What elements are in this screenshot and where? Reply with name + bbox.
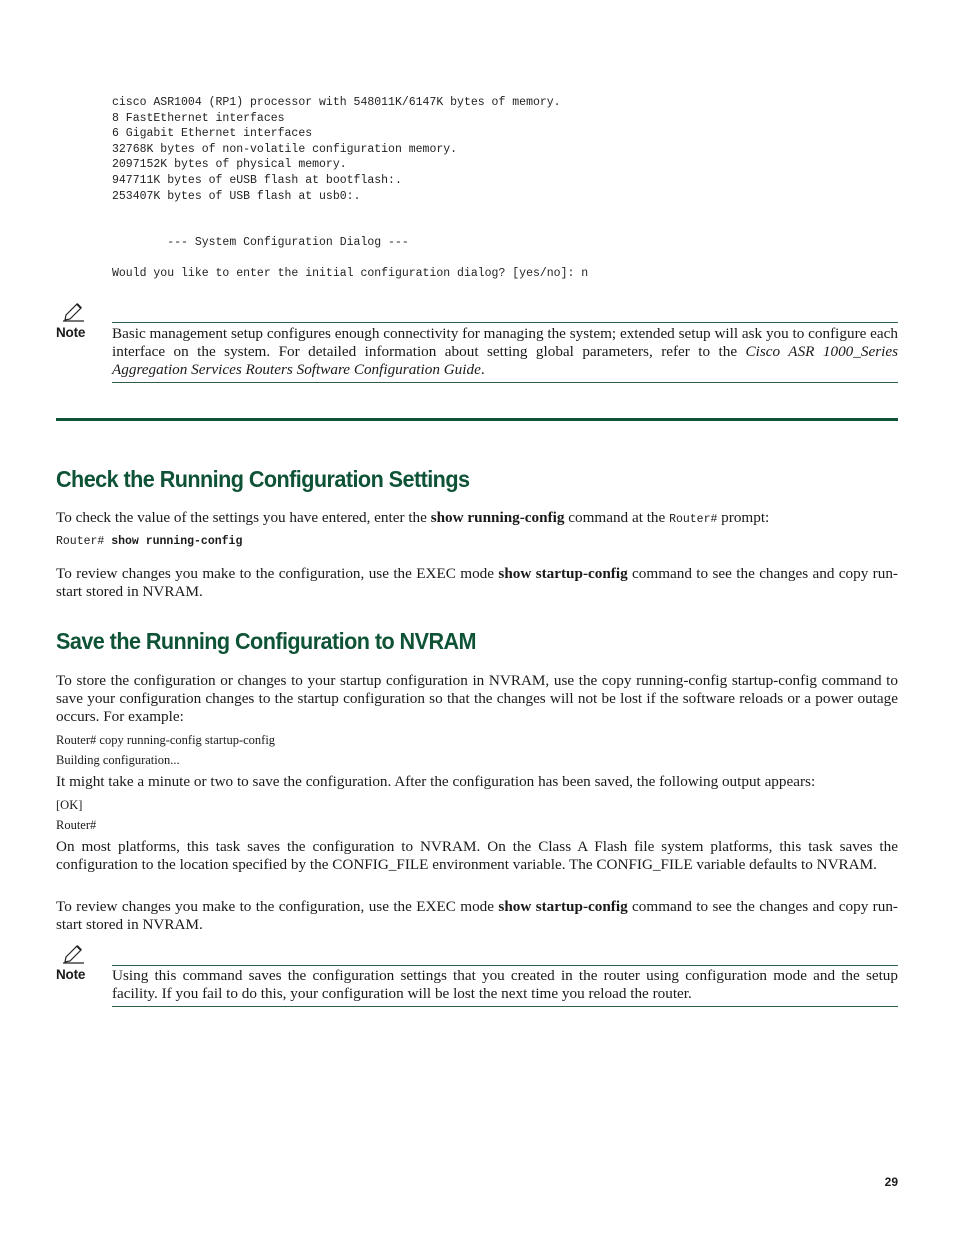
prompt-inline: Router#	[669, 513, 718, 526]
dialog-prompt: Would you like to enter the initial configuration dialog? [yes/no]: n	[112, 267, 589, 280]
note-bottom-rule	[112, 382, 898, 383]
note-top-rule	[112, 965, 898, 966]
paragraph	[56, 565, 898, 601]
example-line: Building configuration...	[56, 753, 180, 767]
dialog-title: --- System Configuration Dialog ---	[112, 236, 409, 249]
note-bottom-rule	[112, 1006, 898, 1007]
console-line: 6 Gigabit Ethernet interfaces	[112, 127, 313, 140]
paragraph: On most platforms, this task saves the configuration to NVRAM. On the Class A Flash file system platforms, this task saves the configuration to the location specified by the CONFIG_FILE environment variable. The CONFIG_FILE variable defaults to NVRAM.	[56, 838, 898, 873]
heading-check-running-config: Check the Running Configuration Settings	[56, 466, 470, 492]
text: command to see the changes and copy run-start stored in NVRAM.	[56, 565, 898, 600]
console-line: cisco ASR1004 (RP1) processor with 548011K/6147K bytes of memory.	[112, 96, 561, 109]
text: To review changes you make to the configuration, use the EXEC mode	[56, 565, 499, 582]
heading-save-running-config: Save the Running Configuration to NVRAM	[56, 628, 477, 654]
console-line: 8 FastEthernet interfaces	[112, 112, 285, 125]
note-top-rule	[112, 322, 898, 323]
paragraph: To store the configuration or changes to your startup configuration in NVRAM, use the copy running-config startup-config command to save your configuration changes to the startup configuration so that the changes will not be lost if the software reloads or a power outage occurs. For example:	[56, 672, 898, 725]
note-text-part: .	[480, 361, 485, 378]
paragraph	[56, 509, 898, 529]
prompt: Router#	[56, 535, 112, 548]
text: prompt:	[717, 509, 770, 526]
example-line: Router# copy running-config startup-config	[56, 733, 276, 747]
text: To review changes you make to the configuration, use the EXEC mode	[56, 898, 499, 915]
console-line: 253407K bytes of USB flash at usb0:.	[112, 190, 361, 203]
text: To check the value of the settings you have entered, enter the	[56, 509, 431, 526]
console-line: 32768K bytes of non-volatile configuration memory.	[112, 143, 458, 156]
command: show running-config	[430, 509, 565, 526]
paragraph: It might take a minute or two to save the configuration. After the configuration has been saved, the following output appears:	[56, 773, 816, 790]
console-line: 2097152K bytes of physical memory.	[112, 158, 347, 171]
output-line: [OK]	[56, 798, 83, 812]
text: command to see the changes and copy run-start stored in NVRAM.	[56, 898, 898, 933]
section-divider	[56, 418, 898, 421]
output-line: Router#	[56, 818, 97, 832]
note-text: Using this command saves the configuration settings that you created in the router using configuration mode and the setup facility. If you fail to do this, your configuration will be lost the next time you reload the router.	[112, 967, 898, 1002]
note-text-part: Basic management setup configures enough connectivity for managing the system; extended setup will ask you to configure each interface on the system. For detailed information about setting global parameters, refer to the	[112, 325, 898, 360]
paragraph	[56, 898, 898, 934]
page-number: 29	[884, 1175, 898, 1189]
console-line: 947711K bytes of eUSB flash at bootflash:.	[112, 174, 402, 187]
example-command	[56, 534, 242, 549]
pencil-note-icon	[62, 302, 86, 322]
text: command at the	[564, 509, 670, 526]
note-label: Note	[56, 325, 86, 340]
command: show startup-config	[498, 565, 628, 582]
note-label: Note	[56, 967, 86, 982]
command: show running-config	[111, 535, 243, 548]
guide-title: Cisco ASR 1000_Series Aggregation Services Routers Software Configuration Guide	[112, 343, 898, 378]
note-text	[112, 325, 898, 379]
command: show startup-config	[498, 898, 628, 915]
pencil-note-icon	[62, 944, 86, 964]
